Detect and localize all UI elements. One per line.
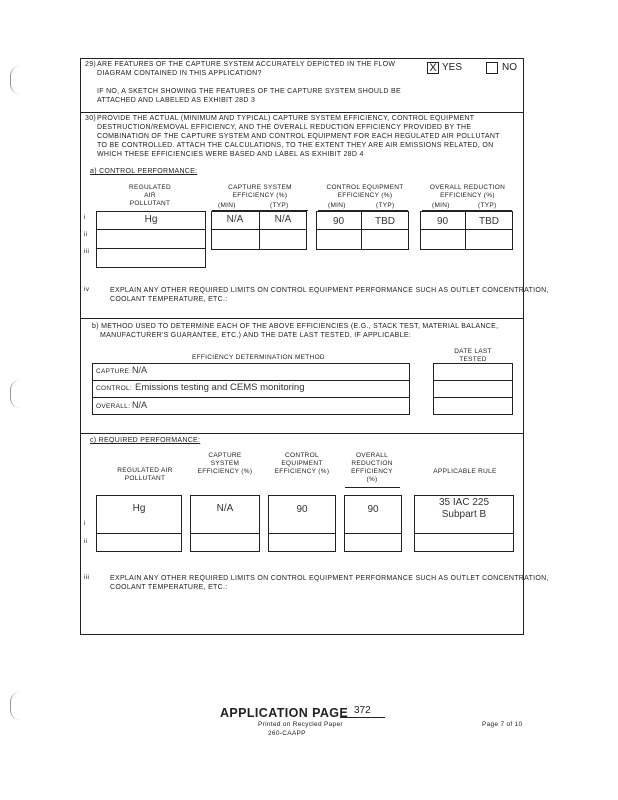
c-col-control-header: CONTROL EQUIPMENT EFFICIENCY (%) (274, 452, 330, 475)
a-control-min-value: 90 (332, 216, 345, 227)
c-control-value: 90 (296, 504, 308, 515)
c-overall-value: 90 (367, 504, 379, 515)
a-capture-typ-label: (TYP) (270, 202, 289, 209)
b-line1: b) METHOD USED TO DETERMINE EACH OF THE ABOVE EFFICIENCIES (E.G., STACK TEST, MATERIAL BALANCE, (92, 323, 499, 330)
no-label: NO (502, 62, 517, 73)
yes-checkbox[interactable]: X (427, 62, 439, 74)
c-row-divider (414, 533, 514, 534)
a-explain-mark: iv (84, 286, 90, 293)
a-col-pollutant-header: REGULATED AIR POLLUTANT (129, 184, 171, 207)
c-explain-line2: COOLANT TEMPERATURE, ETC.: (110, 584, 228, 591)
q30-line1: PROVIDE THE ACTUAL (MINIMUM AND TYPICAL) CAPTURE SYSTEM EFFICIENCY, CONTROL EQUIPMENT (97, 115, 475, 122)
printed-on-recycled: Printed on Recycled Paper (258, 721, 343, 728)
a-pollutant-value: Hg (144, 214, 158, 225)
b-line2: MANUFACTURER'S GUARANTEE, ETC.) AND THE DATE LAST TESTED, IF APPLICABLE: (100, 332, 412, 339)
a-control-typ-value: TBD (375, 216, 395, 227)
a-overall-min-label: (MIN) (432, 202, 450, 209)
q30-line2: DESTRUCTION/REMOVAL EFFICIENCY, AND THE OVERALL REDUCTION EFFICIENCY PROVIDED BY THE (97, 124, 472, 131)
q30-line3: COMBINATION OF THE CAPTURE SYSTEM AND CONTROL EQUIPMENT FOR EACH REGULATED AIR POLLUTANT (97, 133, 500, 140)
b-date-table (433, 363, 513, 415)
c-col-overall-header: OVERALL REDUCTION EFFICIENCY (%) (351, 452, 393, 483)
application-page-label: APPLICATION PAGE (220, 706, 349, 720)
c-capture-value: N/A (216, 503, 234, 514)
b-row-divider (433, 397, 513, 398)
a-row-divider (211, 229, 307, 230)
q29-question-line1: ARE FEATURES OF THE CAPTURE SYSTEM ACCURATELY DEPICTED IN THE FLOW (97, 61, 396, 68)
a-col-capture-header: CAPTURE SYSTEM EFFICIENCY (%) (228, 184, 292, 199)
a-explain-line1: EXPLAIN ANY OTHER REQUIRED LIMITS ON CONTROL EQUIPMENT PERFORMANCE SUCH AS OUTLET CONCENTRATION, (110, 287, 549, 294)
c-row-divider (96, 533, 182, 534)
b-date-header: DATE LAST TESTED (454, 348, 492, 363)
q29-note-line2: ATTACHED AND LABELED AS EXHIBIT 28D 3 (97, 97, 256, 104)
c-row-divider (344, 533, 402, 534)
a-row-divider (96, 229, 206, 230)
c-row-mark: ii (84, 538, 88, 545)
a-capture-typ-value: N/A (274, 214, 292, 225)
c-header-rule (345, 487, 400, 488)
c-col-pollutant-header: REGULATED AIR POLLUTANT (117, 467, 173, 482)
q30-line5: WHICH THESE EFFICIENCIES WERE BASED AND LABEL AS EXHIBIT 28D 4 (97, 151, 364, 158)
c-col-capture-header: CAPTURE SYSTEM EFFICIENCY (%) (197, 452, 253, 475)
a-control-min-label: (MIN) (328, 202, 346, 209)
b-control-label: CONTROL: (96, 385, 132, 392)
c-pollutant-value: Hg (132, 503, 146, 514)
c-row-mark: i (84, 520, 86, 527)
section-a-title: a) CONTROL PERFORMANCE: (90, 168, 198, 175)
q29-question-line2: DIAGRAM CONTAINED IN THIS APPLICATION? (97, 70, 262, 77)
no-checkbox[interactable] (486, 62, 498, 74)
b-capture-value: N/A (132, 365, 148, 375)
q29-note-line1: IF NO, A SKETCH SHOWING THE FEATURES OF THE CAPTURE SYSTEM SHOULD BE (97, 88, 401, 95)
q30-number: 30) (85, 115, 97, 122)
form-number: 260-CAAPP (268, 730, 306, 737)
a-row-mark: ii (84, 231, 88, 238)
a-row-mark: i (84, 214, 86, 221)
b-row-divider (92, 380, 410, 381)
a-row-divider (96, 248, 206, 249)
b-row-divider (92, 397, 410, 398)
page-of: Page 7 of 10 (482, 721, 523, 728)
a-col-control-header: CONTROL EQUIPMENT EFFICIENCY (%) (326, 184, 404, 199)
c-col-rule-header: APPLICABLE RULE (433, 468, 497, 475)
a-capture-min-label: (MIN) (218, 202, 236, 209)
a-overall-typ-value: TBD (479, 216, 499, 227)
a-overall-min-value: 90 (436, 216, 449, 227)
a-row-mark: iii (84, 248, 90, 255)
c-row-divider (268, 533, 336, 534)
yes-label: YES (442, 62, 463, 73)
punch-hole (10, 66, 21, 94)
b-method-header: EFFICIENCY DETERMINATION METHOD (192, 354, 325, 361)
a-row-divider (420, 229, 513, 230)
b-row-divider (433, 380, 513, 381)
a-col-overall-header: OVERALL REDUCTION EFFICIENCY (%) (429, 184, 506, 199)
a-control-typ-label: (TYP) (376, 202, 395, 209)
b-capture-label: CAPTURE: (96, 368, 132, 375)
a-capture-min-value: N/A (226, 214, 244, 225)
section-c-title: c) REQUIRED PERFORMANCE: (90, 437, 201, 444)
punch-hole (10, 692, 21, 720)
b-control-value: Emissions testing and CEMS monitoring (135, 382, 305, 393)
a-explain-line2: COOLANT TEMPERATURE, ETC.: (110, 296, 228, 303)
c-rule-value: 35 IAC 225 Subpart B (438, 497, 490, 520)
b-overall-label: OVERALL: (96, 403, 131, 410)
c-explain-line1: EXPLAIN ANY OTHER REQUIRED LIMITS ON CONTROL EQUIPMENT PERFORMANCE SUCH AS OUTLET CONCENTRATION, (110, 575, 549, 582)
application-page-number: 372 (354, 705, 371, 716)
punch-hole (10, 380, 21, 408)
page-number-rule (340, 717, 385, 718)
c-explain-mark: iii (84, 574, 90, 581)
a-row-divider (316, 229, 409, 230)
a-overall-typ-label: (TYP) (478, 202, 497, 209)
q30-line4: TO BE CONTROLLED. ATTACH THE CALCULATIONS, TO THE EXTENT THEY ARE AIR EMISSIONS RELATED, ON (97, 142, 494, 149)
b-overall-value: N/A (132, 400, 148, 410)
c-row-divider (190, 533, 260, 534)
q29-number: 29) (85, 61, 97, 68)
